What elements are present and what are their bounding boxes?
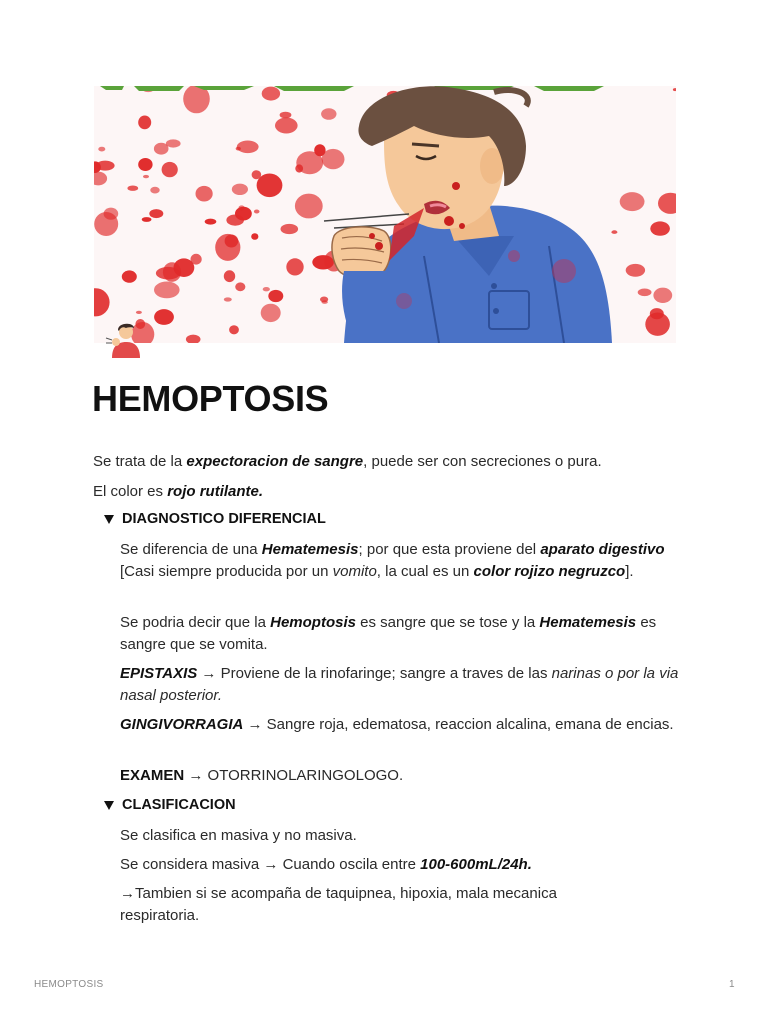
clasificacion-paragraph-2: Se considera masiva → Cuando oscila entre 100-600mL/24h.: [120, 856, 532, 873]
epistaxis-paragraph: EPISTAXIS → Proviene de la rinofaringe; sangre a traves de las narinas o por la via nasal posterior.: [120, 665, 679, 704]
toggle-heading: DIAGNOSTICO DIFERENCIAL: [122, 511, 326, 527]
toggle-heading: CLASIFICACION: [122, 797, 236, 813]
triangle-down-icon: [104, 515, 114, 524]
toggle-diagnostico-diferencial[interactable]: [104, 511, 326, 527]
diagnostico-paragraph-1: Se diferencia de una Hematemesis; por que esta proviene del aparato digestivo [Casi siempre producida por un vomito, la cual es un color rojizo negruzco].: [120, 541, 665, 580]
footer-page-number: 1: [729, 979, 735, 990]
cover-image: [94, 86, 676, 343]
intro-paragraph-1: Se trata de la expectoracion de sangre, puede ser con secreciones o pura.: [93, 453, 602, 470]
examen-paragraph: EXAMEN → OTORRINOLARINGOLOGO.: [120, 767, 404, 784]
clasificacion-paragraph-1: Se clasifica en masiva y no masiva.: [120, 827, 357, 844]
gingivorragia-paragraph: GINGIVORRAGIA → Sangre roja, edematosa, reaccion alcalina, emana de encias.: [120, 716, 674, 733]
triangle-down-icon: [104, 801, 114, 810]
coughing-blood-illustration: [94, 86, 676, 343]
intro-paragraph-2: El color es rojo rutilante.: [93, 483, 264, 500]
page-title: HEMOPTOSIS: [92, 378, 329, 419]
coughing-person-icon: [104, 318, 144, 358]
diagnostico-paragraph-2: Se podria decir que la Hemoptosis es sangre que se tose y la Hematemesis es sangre que se vomita.: [120, 614, 657, 653]
footer-document-title: HEMOPTOSIS: [34, 979, 104, 990]
clasificacion-paragraph-3: →Tambien si se acompaña de taquipnea, hipoxia, mala mecanica respiratoria.: [120, 885, 557, 924]
toggle-clasificacion[interactable]: [104, 797, 236, 813]
